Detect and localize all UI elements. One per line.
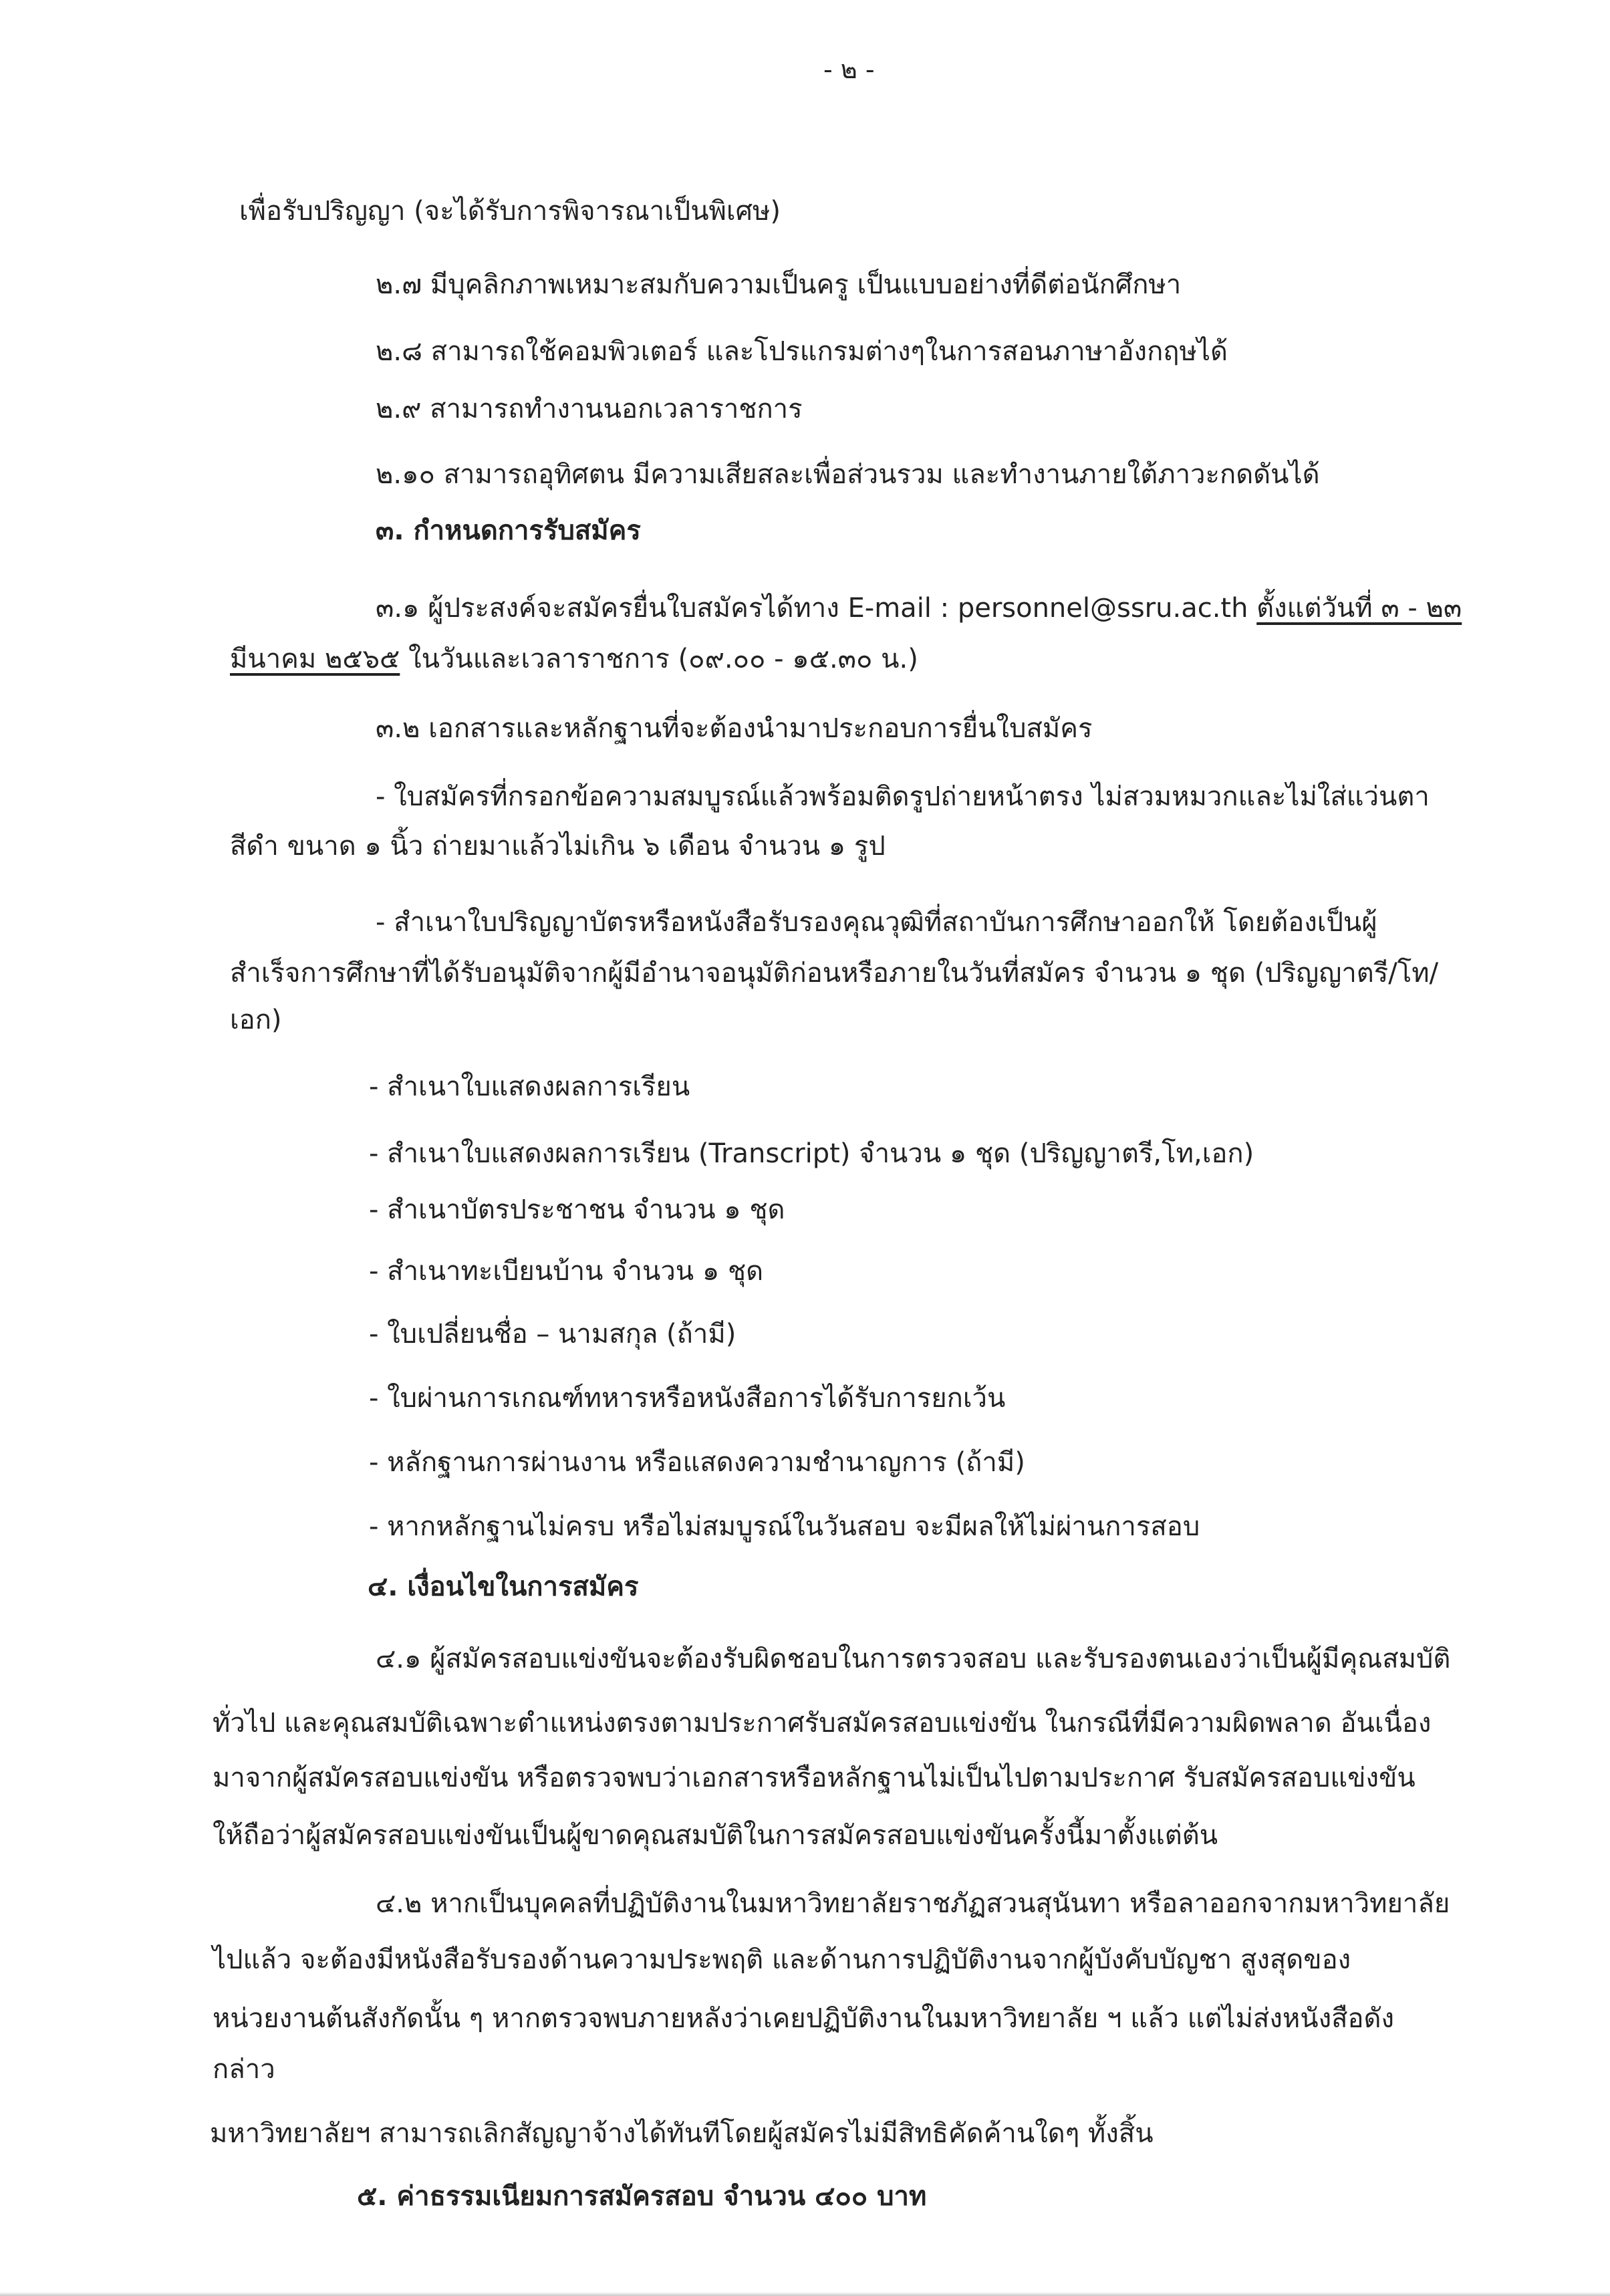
text-line: เอก): [230, 1005, 282, 1035]
text-line: กล่าว: [213, 2054, 275, 2085]
text-line: สีดำ ขนาด ๑ นิ้ว ถ่ายมาแล้วไม่เกิน ๖ เดือน จำนวน ๑ รูป: [230, 831, 886, 862]
list-item: - ใบเปลี่ยนชื่อ – นามสกุล (ถ้ามี): [369, 1319, 736, 1350]
section-heading: ๓. กำหนดการรับสมัคร: [376, 515, 641, 546]
text-line: - ใบสมัครที่กรอกข้อความสมบูรณ์แล้วพร้อมติดรูปถ่ายหน้าตรง ไม่สวมหมวกและไม่ใส่แว่นตา: [376, 781, 1430, 812]
text-line: ให้ถือว่าผู้สมัครสอบแข่งขันเป็นผู้ขาดคุณสมบัติในการสมัครสอบแข่งขันครั้งนี้มาตั้งแต่ต้น: [213, 1820, 1218, 1851]
underlined-date: มีนาคม ๒๕๖๕: [230, 644, 400, 674]
list-item: - สำเนาใบแสดงผลการเรียน: [369, 1071, 690, 1102]
page-number: - ๒ -: [823, 55, 875, 84]
text-line: เพื่อรับปริญญา (จะได้รับการพิจารณาเป็นพิเศษ): [239, 196, 781, 227]
text-line: ๒.๘ สามารถใช้คอมพิวเตอร์ และโปรแกรมต่างๆในการสอนภาษาอังกฤษได้: [376, 336, 1228, 367]
section-heading: ๕. ค่าธรรมเนียมการสมัครสอบ จำนวน ๔๐๐ บาท: [357, 2181, 927, 2212]
text-line: หน่วยงานต้นสังกัดนั้น ๆ หากตรวจพบภายหลังว่าเคยปฏิบัติงานในมหาวิทยาลัย ฯ แล้ว แต่ไม่ส่งหนังสือดัง: [213, 2003, 1395, 2034]
list-item: - ใบผ่านการเกณฑ์ทหารหรือหนังสือการได้รับการยกเว้น: [369, 1383, 1006, 1414]
text-line: ทั่วไป และคุณสมบัติเฉพาะตำแหน่งตรงตามประกาศรับสมัครสอบแข่งขัน ในกรณีที่มีความผิดพลาด อันเนื่อง: [213, 1708, 1432, 1739]
text-line: ๒.๙ สามารถทำงานนอกเวลาราชการ: [376, 394, 803, 424]
text-line: ๔.๒ หากเป็นบุคคลที่ปฏิบัติงานในมหาวิทยาลัยราชภัฏสวนสุนันทา หรือลาออกจากมหาวิทยาลัย: [376, 1888, 1450, 1919]
list-item: - สำเนาบัตรประชาชน จำนวน ๑ ชุด: [369, 1194, 785, 1225]
text-line: มาจากผู้สมัครสอบแข่งขัน หรือตรวจพบว่าเอกสารหรือหลักฐานไม่เป็นไปตามประกาศ รับสมัครสอบแข่งขัน: [213, 1763, 1416, 1793]
text-line: [376, 590, 1462, 627]
text-segment: ๓.๑ ผู้ประสงค์จะสมัครยื่นใบสมัครได้ทาง E-mail : personnel@ssru.ac.th: [376, 593, 1257, 624]
list-item: - หลักฐานการผ่านงาน หรือแสดงความชำนาญการ (ถ้ามี): [369, 1447, 1025, 1478]
list-item: - หากหลักฐานไม่ครบ หรือไม่สมบูรณ์ในวันสอบ จะมีผลให้ไม่ผ่านการสอบ: [369, 1511, 1200, 1542]
scan-edge: [0, 2292, 1610, 2296]
section-heading: ๔. เงื่อนไขในการสมัคร: [368, 1571, 639, 1602]
text-line: สำเร็จการศึกษาที่ได้รับอนุมัติจากผู้มีอำนาจอนุมัติก่อนหรือภายในวันที่สมัคร จำนวน ๑ ชุด (ปริญญาตรี/โท/: [230, 958, 1439, 989]
list-item: - สำเนาใบแสดงผลการเรียน (Transcript) จำนวน ๑ ชุด (ปริญญาตรี,โท,เอก): [369, 1138, 1254, 1169]
text-line: มหาวิทยาลัยฯ สามารถเลิกสัญญาจ้างได้ทันทีโดยผู้สมัครไม่มีสิทธิคัดค้านใดๆ ทั้งสิ้น: [210, 2118, 1154, 2149]
text-line: ๒.๑๐ สามารถอุทิศตน มีความเสียสละเพื่อส่วนรวม และทำงานภายใต้ภาวะกดดันได้: [376, 459, 1320, 490]
text-line: [230, 640, 918, 678]
underlined-date: ตั้งแต่วันที่ ๓ - ๒๓: [1256, 593, 1462, 624]
text-line: ๔.๑ ผู้สมัครสอบแข่งขันจะต้องรับผิดชอบในการตรวจสอบ และรับรองตนเองว่าเป็นผู้มีคุณสมบัติ: [376, 1644, 1451, 1674]
text-line: - สำเนาใบปริญญาบัตรหรือหนังสือรับรองคุณวุฒิที่สถาบันการศึกษาออกให้ โดยต้องเป็นผู้: [376, 907, 1377, 938]
list-item: - สำเนาทะเบียนบ้าน จำนวน ๑ ชุด: [369, 1256, 764, 1287]
text-line: ๒.๗ มีบุคลิกภาพเหมาะสมกับความเป็นครู เป็นแบบอย่างที่ดีต่อนักศึกษา: [376, 269, 1182, 300]
text-line: ไปแล้ว จะต้องมีหนังสือรับรองด้านความประพฤติ และด้านการปฏิบัติงานจากผู้บังคับบัญชา สูงสุดของ: [213, 1944, 1351, 1975]
text-segment: ในวันและเวลาราชการ (๐๙.๐๐ - ๑๕.๓๐ น.): [400, 644, 918, 674]
text-line: ๓.๒ เอกสารและหลักฐานที่จะต้องนำมาประกอบการยื่นใบสมัคร: [376, 713, 1093, 744]
